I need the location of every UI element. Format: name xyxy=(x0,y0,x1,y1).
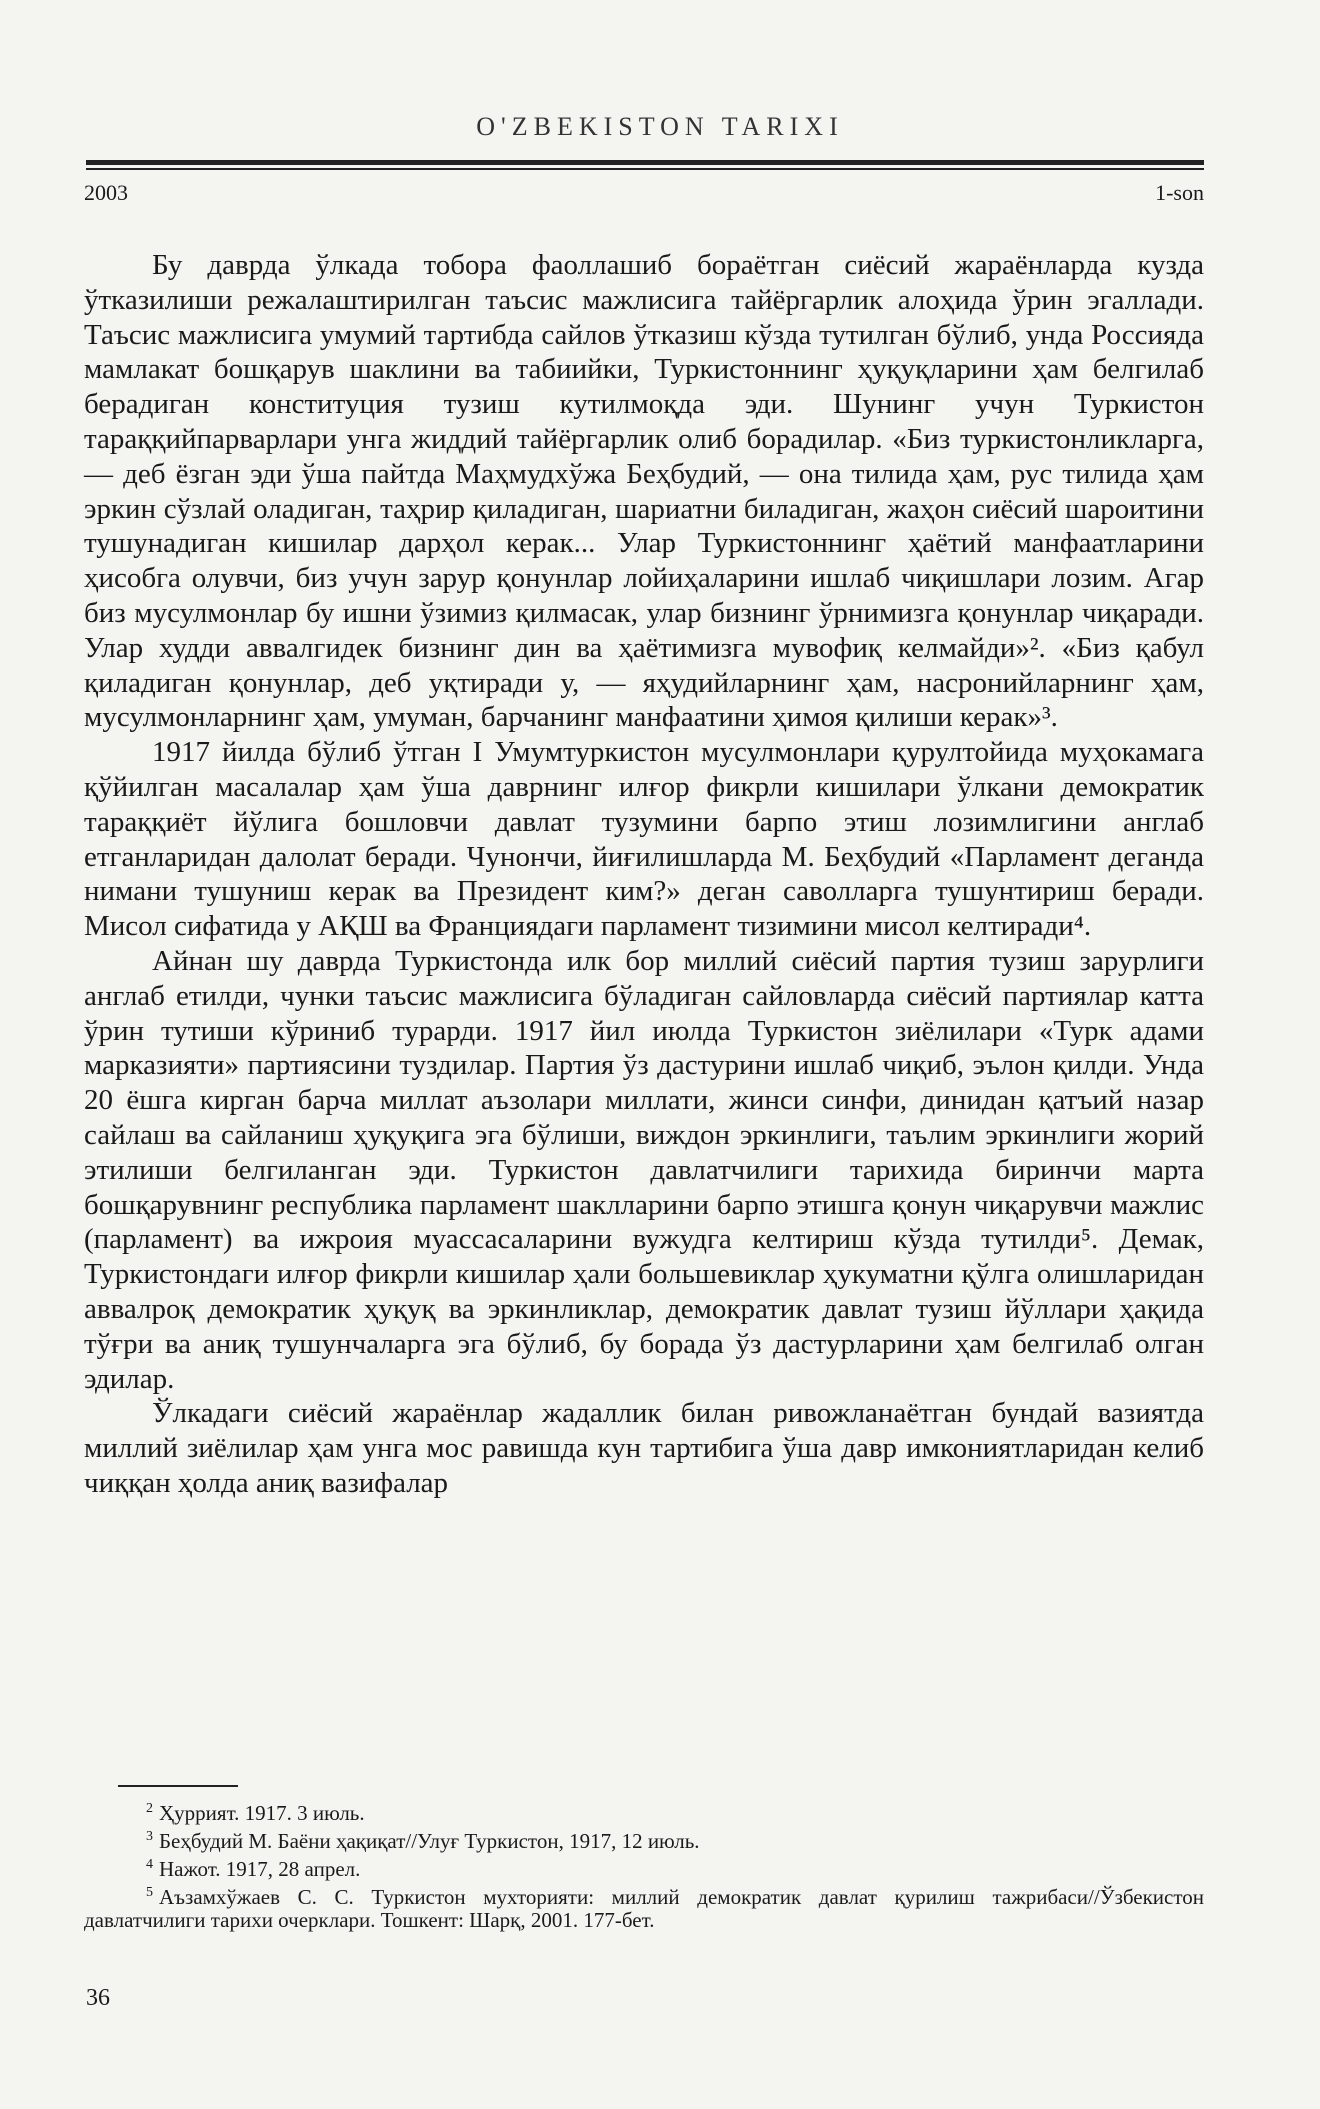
footnote-number: 4 xyxy=(146,1857,153,1872)
issue-label: 1-son xyxy=(1155,180,1204,205)
footnote xyxy=(84,1797,1204,1825)
footnote xyxy=(84,1853,1204,1881)
footnote-text: Нажот. 1917, 28 апрел. xyxy=(159,1857,361,1881)
paragraph: Ўлкадаги сиёсий жараёнлар жадаллик билан ривожланаётган бундай вазиятда миллий зиёлилар ҳам унга мос равишда кун тартибига ўша давр имкониятларидан келиб чиққан ҳолда аниқ вазифалар xyxy=(84,1397,1204,1499)
header-rule-thin xyxy=(86,168,1204,170)
article-body xyxy=(84,248,1204,1501)
paragraph: Бу даврда ўлкада тобора фаоллашиб бораётган сиёсий жараёнларда кузда ўтказилиши режалаштирилган таъсис мажлисига тайёргарлик алоҳида ўрин эгаллади. Таъсис мажлисига умумий тартибда сайлов ўтказиш кўзда тутилган бўлиб, унда Россияда мамлакат бошқарув шаклини ва табиийки, Туркистоннинг ҳуқуқларини ҳам белгилаб берадиган конституция тузиш кутилмоқда эди. Шунинг учун Туркистон тараққийпарварлари унга жиддий тайёргарлик олиб борадилар. «Биз туркистонликларга, — деб ёзган эди ўша пайтда Маҳмудхўжа Беҳбудий, — она тилида ҳам, рус тилида ҳам эркин сўзлай оладиган, таҳрир қиладиган, шариатни биладиган, жаҳон сиёсий шароитини тушунадиган кишилар дарҳол керак... Улар Туркистоннинг ҳаётий манфаатларини ҳисобга олувчи, биз учун зарур қонунлар лойиҳаларини ишлаб чиқишлари лозим. Агар биз мусулмонлар бу ишни ўзимиз қилмасак, улар бизнинг ўрнимизга қонунлар чиқаради. Улар худди аввалгидек бизнинг дин ва ҳаётимизга мувофиқ келмайди»². «Биз қабул қиладиган қонунлар, деб уқтиради у, — яҳудийларнинг ҳам, насронийларнинг ҳам, мусулмонларнинг ҳам, умуман, барчанинг манфаатини ҳимоя қилиши керак»³. xyxy=(84,249,1204,734)
footnote xyxy=(84,1825,1204,1853)
journal-title: O'ZBEKISTON TARIXI xyxy=(476,112,844,141)
footnote-divider xyxy=(118,1785,238,1787)
footnote-number: 3 xyxy=(146,1829,153,1844)
footnote-number: 5 xyxy=(146,1885,153,1900)
footnote-text: Беҳбудий М. Баёни ҳақиқат//Улуғ Туркистон, 1917, 12 июль. xyxy=(159,1829,700,1853)
year-label: 2003 xyxy=(84,180,128,205)
footnotes xyxy=(84,1797,1204,1932)
footnote-number: 2 xyxy=(146,1801,153,1816)
paragraph: Айнан шу даврда Туркистонда илк бор миллий сиёсий партия тузиш зарурлиги англаб етилди, чунки таъсис мажлисига бўладиган сайловларда сиёсий партиялар катта ўрин тутиши кўриниб турарди. 1917 йил июлда Туркистон зиёлилари «Турк адами марказияти» партиясини туздилар. Партия ўз дастурини ишлаб чиқиб, эълон қилди. Унда 20 ёшга кирган барча миллат аъзолари миллати, жинси синфи, динидан қатъий назар сайлаш ва сайланиш ҳуқуқига эга бўлиши, виждон эркинлиги, таълим эркинлиги жорий этилиши белгиланган эди. Туркистон давлатчилиги тарихида биринчи марта бошқарувнинг республика парламент шаклларини барпо этишга қонун чиқарувчи мажлис (парламент) ва ижроия муассасаларини вужудга келтириш кўзда тутилди⁵. Демак, Туркистондаги илғор фикрли кишилар ҳали большевиклар ҳукуматни қўлга олишларидан аввалроқ демократик ҳуқуқ ва эркинликлар, демократик давлат тузиш йўллари ҳақида тўғри ва аниқ тушунчаларга эга бўлиб, бу борада ўз дастурларини ҳам белгилаб олган эдилар. xyxy=(84,944,1204,1395)
paragraph: 1917 йилда бўлиб ўтган I Умумтуркистон мусулмонлари қурултойида муҳокамага қўйилган масалалар ҳам ўша даврнинг илғор фикрли кишилари ўлкани демократик тараққиёт йўлига бошловчи давлат тузумини барпо этиш лозимлигини англаб етганларидан далолат беради. Чунончи, йиғилишларда М. Беҳбудий «Парламент деганда нимани тушуниш керак ва Президент ким?» деган саволларга тушунтириш беради. Мисол сифатида у АҚШ ва Франциядаги парламент тизимини мисол келтиради⁴. xyxy=(84,736,1204,943)
header-rule-thick xyxy=(86,160,1204,165)
footnote-text: Ҳуррият. 1917. 3 июль. xyxy=(159,1801,365,1825)
footnote xyxy=(84,1881,1204,1932)
footnote-text: Аъзамхўжаев С. С. Туркистон мухторияти: миллий демократик давлат қурилиш тажрибаси//Ўзбекистон давлатчилиги тарихи очерклари. Тошкент: Шарқ, 2001. 177-бет. xyxy=(84,1885,1204,1932)
page-number: 36 xyxy=(86,1985,110,2011)
